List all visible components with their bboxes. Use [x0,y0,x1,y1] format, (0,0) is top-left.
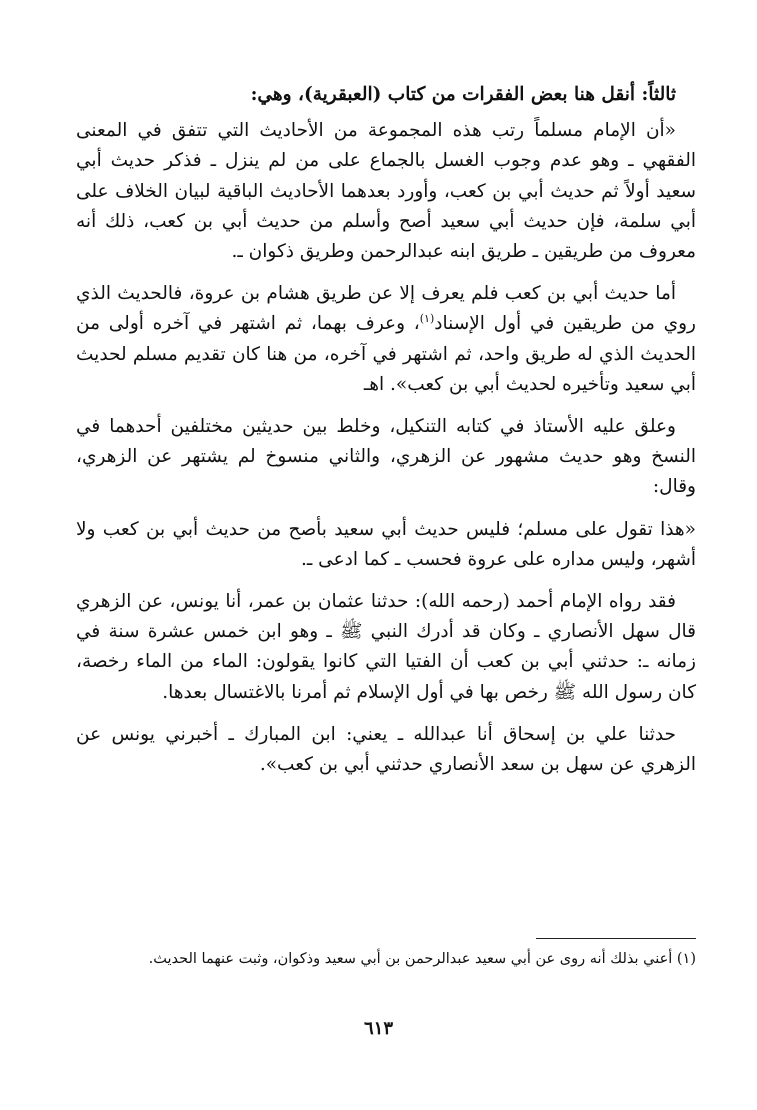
paragraph-2-part-1: أما حديث أبي بن كعب فلم يعرف إلا عن طريق هشام بن عروة، فالحديث الذي روي من طريقين في أول الإسناد [76,283,696,335]
footnote: (١) أعني بذلك أنه روى عن أبي سعيد عبدالرحمن بن أبي سعيد وذكوان، وثبت عنهما الحديث. [148,951,696,967]
main-text [76,80,696,792]
footnote-marker[interactable]: (١) [419,312,435,326]
paragraph-2 [76,279,696,400]
page-number: ٦١٣ [363,1018,393,1039]
paragraph-5: فقد رواه الإمام أحمد (رحمه الله): حدثنا عثمان بن عمر، أنا يونس، عن الزهري قال سهل الأنصاري ـ وكان قد أدرك النبي ﷺ ـ وهو ابن خمس عشرة سنة في زمانه ـ: حدثني أبي بن كعب أن الفتيا التي كانوا يقولون: الماء من الماء رخصة، كان رسول الله ﷺ رخص بها في أول الإسلام ثم أمرنا بالاغتسال بعدها. [76,591,696,703]
paragraph-6: حدثنا علي بن إسحاق أنا عبدالله ـ يعني: ابن المبارك ـ أخبرني يونس عن الزهري عن سهل بن سعد الأنصاري حدثني أبي بن كعب». [76,723,696,776]
paragraph-1: «أن الإمام مسلماً رتب هذه المجموعة من الأحاديث التي تتفق في المعنى الفقهي ـ وهو عدم وجوب الغسل بالجماع على من لم ينزل ـ فذكر حديث أبي سعيد أولاً ثم حديث أبي بن كعب، وأورد بعدهما الأحاديث الباقية لبيان الخلاف على أبي سلمة، فإن حديث أبي سعيد أصح وأسلم من حديث أبي بن كعب، ذلك أنه معروف من طريقين ـ طريق ابنه عبدالرحمن وطريق ذكوان ـ. [76,120,696,263]
paragraph-2-part-2: ، وعرف بهما، ثم اشتهر في آخره أولى من الحديث الذي له طريق واحد، ثم اشتهر في آخره، من هنا كان تقديم مسلم لحديث أبي سعيد وتأخيره لحديث أبي بن كعب». اهـ [76,313,696,395]
paragraph-4: «هذا تقول على مسلم؛ فليس حديث أبي سعيد بأصح من حديث أبي بن كعب ولا أشهر، وليس مداره على عروة فحسب ـ كما ادعى ـ. [76,518,696,570]
section-heading: ثالثاً: أنقل هنا بعض الفقرات من كتاب (العبقرية)، وهي: [250,84,676,105]
footnote-divider [536,938,696,939]
paragraph-3: وعلق عليه الأستاذ في كتابه التنكيل، وخلط بين حديثين مختلفين أحدهما في النسخ وهو حديث مشهور عن الزهري، والثاني منسوخ لم يشتهر عن الزهري، وقال: [76,416,696,498]
